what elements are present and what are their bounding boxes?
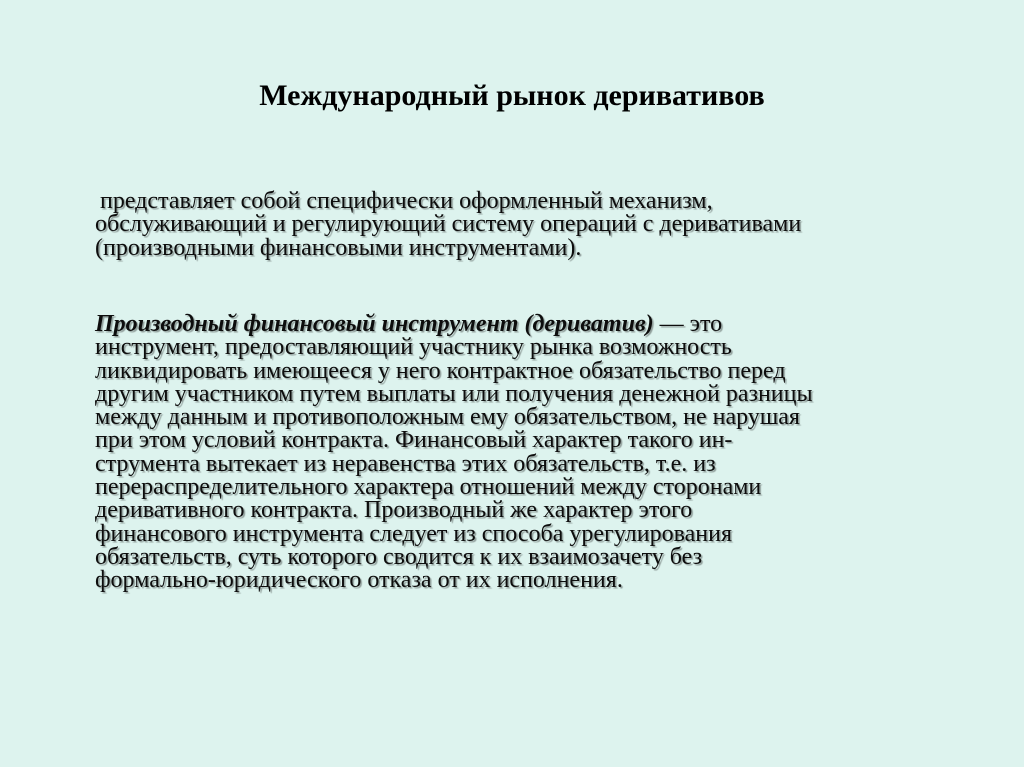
term-first-line <box>95 313 985 336</box>
text-line: обязательств, суть которого сводится к их взаимозачету без <box>95 543 703 570</box>
text-line: финансового инструмента следует из способа урегулирования <box>95 520 732 547</box>
text-line: другим участником путем выплаты или получения денежной разницы <box>95 380 813 407</box>
definition-paragraph <box>95 190 985 260</box>
term-paragraph <box>95 313 985 593</box>
text-line: при этом условий контракта. Финансовый характер такого ин- <box>95 427 733 454</box>
term-heading: Производный финансовый инструмент (дериватив) <box>95 311 654 337</box>
text-line: представляет собой специфически оформленный механизм, <box>100 188 713 214</box>
text-line: между данным и противоположным ему обязательством, не нарушая <box>95 404 800 431</box>
text-line: ликвидировать имеющееся у него контрактное обязательство перед <box>95 357 786 384</box>
text-line: струмента вытекает из неравенства этих обязательств, т.е. из <box>95 450 716 477</box>
text-line: перераспределительного характера отношений между сторонами <box>95 474 762 501</box>
text-line: инструмент, предоставляющий участнику рынка возможность <box>95 334 732 361</box>
term-connector: — это <box>653 311 723 337</box>
text-line: обслуживающий и регулирующий систему операций с деривативами <box>95 211 802 238</box>
text-line: (производными финансовыми инструментами). <box>95 234 582 261</box>
text-line: деривативного контракта. Производный же характер этого <box>95 497 693 524</box>
slide-title: Международный рынок деривативов <box>259 79 765 112</box>
text-line: формально-юридического отказа от их исполнения. <box>95 567 623 594</box>
